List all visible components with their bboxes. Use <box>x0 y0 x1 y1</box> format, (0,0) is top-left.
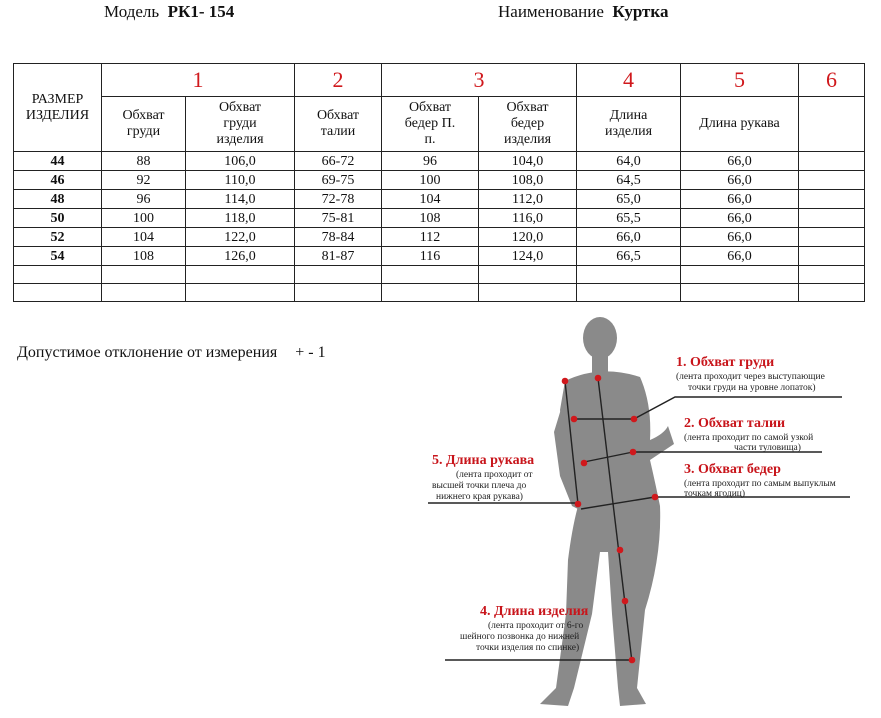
table-cell: 114,0 <box>186 190 295 209</box>
column-header-text: Обхват бедер изделия <box>503 100 552 147</box>
table-cell: 72-78 <box>295 190 382 209</box>
group-number-6: 6 <box>799 64 865 97</box>
measure-point <box>595 375 602 382</box>
table-cell: 92 <box>102 171 186 190</box>
column-header-text: Обхват груди изделия <box>216 100 264 147</box>
group-number-2: 2 <box>295 64 382 97</box>
table-cell: 66,0 <box>681 190 799 209</box>
table-cell: 116,0 <box>479 209 577 228</box>
table-cell: 120,0 <box>479 228 577 247</box>
size-cell: 46 <box>14 171 102 190</box>
measure-point <box>575 501 582 508</box>
table-cell: 88 <box>102 152 186 171</box>
measure-point <box>562 378 569 385</box>
name-label: Наименование <box>498 2 604 21</box>
table-cell: 66-72 <box>295 152 382 171</box>
table-cell: 100 <box>382 171 479 190</box>
column-header-text: Длина изделия <box>604 108 653 139</box>
table-cell: 122,0 <box>186 228 295 247</box>
table-cell: 112,0 <box>479 190 577 209</box>
table-cell: 66,0 <box>681 228 799 247</box>
table-cell: 66,5 <box>577 247 681 266</box>
table-cell: 100 <box>102 209 186 228</box>
table-cell: 66,0 <box>577 228 681 247</box>
table-cell: 96 <box>102 190 186 209</box>
sleeve-label-title: 5. Длина рукава <box>432 453 535 468</box>
waist-label-title: 2. Обхват талии <box>684 416 786 431</box>
size-cell: 54 <box>14 247 102 266</box>
table-cell: 65,5 <box>577 209 681 228</box>
column-header-text: Длина рукава <box>699 116 780 131</box>
column-header-text: Обхват бедер П. п. <box>404 100 456 147</box>
measure-point <box>581 460 588 467</box>
group-number-5: 5 <box>681 64 799 97</box>
table-cell: 81-87 <box>295 247 382 266</box>
model-label: Модель <box>104 2 160 21</box>
chest-label-desc: (лента проходит через выступающие <box>676 372 825 382</box>
table-cell: 118,0 <box>186 209 295 228</box>
sleeve-label-desc: высшей точки плеча до <box>432 481 527 491</box>
waist-label-desc: части туловища) <box>734 443 801 453</box>
table-cell: 110,0 <box>186 171 295 190</box>
hips-label-desc: точкам ягодиц) <box>684 489 746 499</box>
model-value: РК1- 154 <box>167 2 235 21</box>
table-cell: 75-81 <box>295 209 382 228</box>
measure-point <box>630 449 637 456</box>
group-number-3: 3 <box>382 64 577 97</box>
table-cell: 78-84 <box>295 228 382 247</box>
table-cell: 66,0 <box>681 209 799 228</box>
group-number-1: 1 <box>102 64 295 97</box>
measure-point <box>617 547 624 554</box>
length-label-desc: шейного позвонка до нижней <box>460 632 580 642</box>
table-cell: 116 <box>382 247 479 266</box>
waist-label-desc: (лента проходит по самой узкой <box>684 433 814 443</box>
column-header-text: Обхват талии <box>316 108 360 139</box>
table-cell: 69-75 <box>295 171 382 190</box>
tolerance-value: + - 1 <box>295 344 326 361</box>
table-cell: 66,0 <box>681 247 799 266</box>
size-cell: 44 <box>14 152 102 171</box>
measure-point <box>571 416 578 423</box>
size-column-header: РАЗМЕР ИЗДЕЛИЯ <box>14 64 102 152</box>
table-cell: 106,0 <box>186 152 295 171</box>
table-cell: 65,0 <box>577 190 681 209</box>
length-label-desc: точки изделия по спинке) <box>476 643 580 653</box>
sleeve-label-desc: нижнего края рукава) <box>436 492 523 502</box>
table-cell: 66,0 <box>681 152 799 171</box>
table-cell: 108 <box>102 247 186 266</box>
table-cell: 64,5 <box>577 171 681 190</box>
hips-label-desc: (лента проходит по самым выпуклым <box>684 479 836 489</box>
chest-label-title: 1. Обхват груди <box>676 355 775 370</box>
hips-label-title: 3. Обхват бедер <box>684 462 781 477</box>
table-cell: 124,0 <box>479 247 577 266</box>
length-label-desc: (лента проходит от 6-го <box>488 621 584 631</box>
table-cell: 104 <box>382 190 479 209</box>
tolerance-label: Допустимое отклонение от измерения <box>17 344 278 361</box>
table-cell: 108,0 <box>479 171 577 190</box>
measure-point <box>629 657 636 664</box>
chest-label-desc: точки груди на уровне лопаток) <box>688 383 816 393</box>
table-cell: 104 <box>102 228 186 247</box>
table-cell: 66,0 <box>681 171 799 190</box>
group-number-4: 4 <box>577 64 681 97</box>
table-cell: 104,0 <box>479 152 577 171</box>
measure-point <box>622 598 629 605</box>
table-cell: 96 <box>382 152 479 171</box>
sleeve-label-desc: (лента проходит от <box>456 470 533 480</box>
length-label-title: 4. Длина изделия <box>480 604 589 619</box>
measure-point <box>652 494 659 501</box>
table-cell: 126,0 <box>186 247 295 266</box>
table-cell: 112 <box>382 228 479 247</box>
size-cell: 48 <box>14 190 102 209</box>
table-cell: 108 <box>382 209 479 228</box>
column-header-text: Обхват груди <box>122 108 165 139</box>
size-cell: 52 <box>14 228 102 247</box>
name-value: Куртка <box>612 2 669 21</box>
measure-point <box>631 416 638 423</box>
table-cell: 64,0 <box>577 152 681 171</box>
size-cell: 50 <box>14 209 102 228</box>
